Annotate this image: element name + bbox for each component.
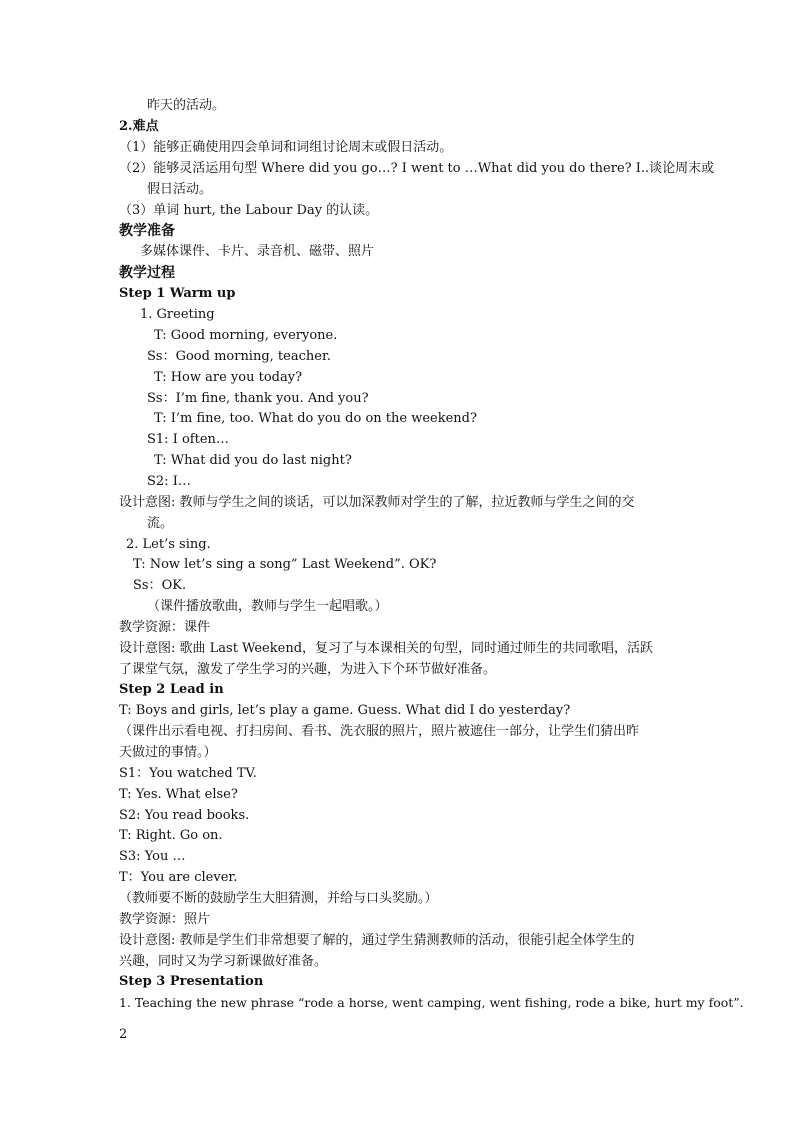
dialogue-line: S2: You read books.: [119, 808, 250, 823]
dialogue-line: S3: You …: [119, 849, 186, 864]
dialogue-line: T: Yes. What else?: [119, 787, 238, 802]
dialogue-line: T: Now let’s sing a song” Last Weekend”. OK?: [133, 557, 437, 572]
text-line: （教师要不断的鼓励学生大胆猜测，并给与口头奖励。）: [119, 891, 438, 906]
page-number: 2: [119, 1027, 128, 1042]
design-intent: 设计意图: 歌曲 Last Weekend，复习了与本课相关的句型，同时通过师生的共同歌唱，活跃: [119, 641, 654, 656]
text-line: 假日活动。: [147, 182, 213, 197]
teaching-resource: 教学资源：照片: [119, 912, 211, 927]
design-intent: 设计意图: 教师与学生之间的谈话，可以加深教师对学生的了解，拉近教师与学生之间的交: [119, 495, 635, 510]
dialogue-line: Ss：I’m fine, thank you. And you?: [147, 391, 369, 406]
dialogue-line: T: What did you do last night?: [154, 453, 352, 468]
step-heading: Step 2 Lead in: [119, 682, 224, 697]
text-line: 1. Teaching the new phrase “rode a horse, went camping, went fishing, rode a bike, hurt my foot”.: [119, 995, 744, 1010]
dialogue-line: T: Boys and girls, let’s play a game. Guess. What did I do yesterday?: [119, 703, 571, 718]
text-line: （课件播放歌曲，教师与学生一起唱歌。）: [147, 599, 388, 614]
text-line: 1. Greeting: [140, 307, 215, 322]
dialogue-line: T: Good morning, everyone.: [154, 328, 338, 343]
text-line: 流。: [147, 516, 174, 531]
text-line: 昨天的活动。: [147, 98, 226, 113]
dialogue-line: Ss：OK.: [133, 578, 187, 593]
text-line: 兴趣，同时又为学习新课做好准备。: [119, 954, 328, 969]
text-line: （1）能够正确使用四会单词和词组讨论周末或假日活动。: [119, 140, 453, 155]
text-line: （2）能够灵活运用句型 Where did you go…? I went to …What did you do there? I..谈论周末或: [119, 161, 715, 176]
design-intent: 设计意图: 教师是学生们非常想要了解的，通过学生猜测教师的活动，很能引起全体学生的: [119, 933, 635, 948]
dialogue-line: T: How are you today?: [154, 370, 303, 385]
dialogue-line: T: Right. Go on.: [119, 828, 223, 843]
teaching-resource: 教学资源：课件: [119, 620, 211, 635]
text-line: 多媒体课件、卡片、录音机、磁带、照片: [140, 244, 375, 259]
text-line: 天做过的事情。）: [119, 745, 217, 760]
section-heading: 教学过程: [119, 265, 175, 281]
text-line: 了课堂气氛，激发了学生学习的兴趣，为进入下个环节做好准备。: [119, 662, 497, 677]
text-line: 2. Let’s sing.: [126, 537, 211, 552]
dialogue-line: S1: I often…: [147, 432, 229, 447]
section-heading: 2.难点: [119, 119, 159, 134]
text-line: （3）单词 hurt, the Labour Day 的认读。: [119, 203, 379, 218]
dialogue-line: T：You are clever.: [119, 870, 238, 885]
text-line: （课件出示看电视、打扫房间、看书、洗衣服的照片，照片被遮住一部分，让学生们猜出昨: [119, 724, 640, 739]
dialogue-line: S2: I…: [147, 474, 191, 489]
step-heading: Step 3 Presentation: [119, 974, 264, 989]
section-heading: 教学准备: [119, 223, 175, 239]
step-heading: Step 1 Warm up: [119, 286, 236, 301]
dialogue-line: S1：You watched TV.: [119, 766, 257, 781]
dialogue-line: T: I’m fine, too. What do you do on the weekend?: [154, 411, 477, 426]
dialogue-line: Ss：Good morning, teacher.: [147, 349, 331, 364]
